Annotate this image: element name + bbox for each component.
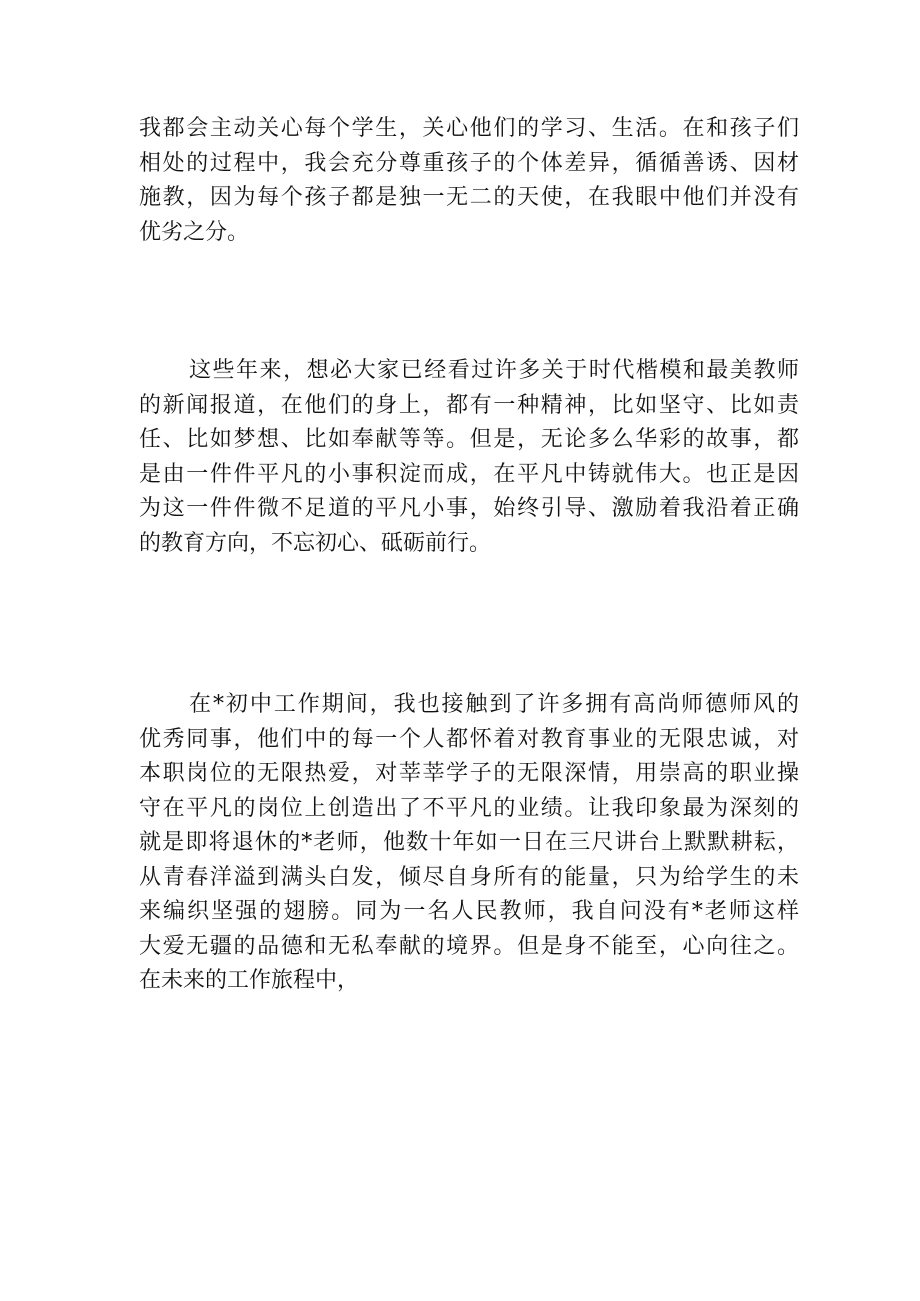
paragraph-line: 为这一件件微不足道的平凡小事，始终引导、激励着我沿着正确 bbox=[139, 496, 799, 521]
paragraph-3 bbox=[139, 688, 799, 999]
paragraph-line: 从青春洋溢到满头白发，倾尽自身所有的能量，只为给学生的未 bbox=[139, 864, 799, 890]
paragraph-line: 在*初中工作期间，我也接触到了许多拥有高尚师德师风的 bbox=[189, 692, 799, 717]
paragraph-line: 优劣之分。 bbox=[139, 219, 250, 245]
paragraph-2 bbox=[139, 354, 799, 561]
paragraph-line: 施教，因为每个孩子都是独一无二的天使，在我眼中他们并没有 bbox=[139, 185, 799, 210]
paragraph-line: 是由一件件平凡的小事积淀而成，在平凡中铸就伟大。也正是因 bbox=[139, 461, 799, 487]
paragraph-line: 这些年来，想必大家已经看过许多关于时代楷模和最美教师 bbox=[189, 358, 799, 383]
paragraph-line: 来编织坚强的翅膀。同为一名人民教师，我自问没有*老师这样 bbox=[139, 899, 799, 924]
paragraph-line: 我都会主动关心每个学生，关心他们的学习、生活。在和孩子们 bbox=[139, 116, 799, 141]
paragraph-line: 在未来的工作旅程中， bbox=[139, 968, 360, 993]
paragraph-line: 本职岗位的无限热爱，对莘莘学子的无限深情，用崇高的职业操 bbox=[139, 761, 799, 786]
paragraph-line: 的新闻报道，在他们的身上，都有一种精神，比如坚守、比如责 bbox=[139, 392, 799, 418]
paragraph-1 bbox=[139, 112, 799, 250]
paragraph-line: 守在平凡的岗位上创造出了不平凡的业绩。让我印象最为深刻的 bbox=[139, 795, 799, 821]
paragraph-line: 的教育方向，不忘初心、砥砺前行。 bbox=[139, 530, 492, 556]
paragraph-line: 大爱无疆的品德和无私奉献的境界。但是身不能至，心向往之。 bbox=[139, 933, 799, 959]
paragraph-line: 优秀同事，他们中的每一个人都怀着对教育事业的无限忠诚，对 bbox=[139, 726, 799, 752]
paragraph-line: 任、比如梦想、比如奉献等等。但是，无论多么华彩的故事，都 bbox=[139, 427, 799, 452]
paragraph-line: 相处的过程中，我会充分尊重孩子的个体差异，循循善诱、因材 bbox=[139, 150, 799, 176]
paragraph-line: 就是即将退休的*老师，他数十年如一日在三尺讲台上默默耕耘， bbox=[139, 830, 799, 855]
